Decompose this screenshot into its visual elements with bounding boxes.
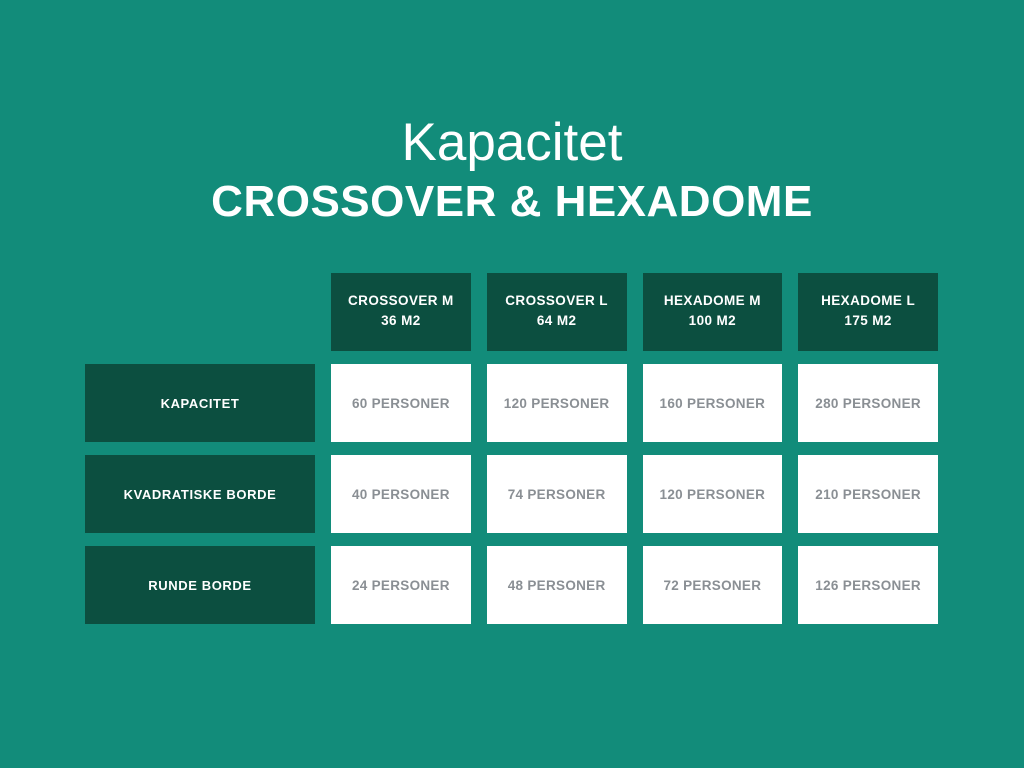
column-header-hexadome-l (798, 273, 938, 351)
column-header-crossover-l (487, 273, 627, 351)
column-header-name: CROSSOVER L (505, 293, 608, 308)
cell-runde-borde-hexadome-m: 72 PERSONER (643, 546, 783, 624)
cell-kvadratiske-borde-hexadome-l: 210 PERSONER (798, 455, 938, 533)
title-line-2: CROSSOVER & HEXADOME (211, 177, 813, 226)
column-header-name: HEXADOME M (663, 293, 761, 308)
table-header-row (85, 273, 938, 351)
column-header-name: CROSSOVER M (348, 293, 454, 308)
page-title (0, 112, 1024, 230)
row-label-runde-borde: RUNDE BORDE (85, 546, 315, 624)
cell-kvadratiske-borde-crossover-l: 74 PERSONER (487, 455, 627, 533)
row-label-kvadratiske-borde: KVADRATISKE BORDE (85, 455, 315, 533)
column-header-area: 36 M2 (381, 313, 421, 328)
column-header-area: 100 M2 (688, 313, 737, 328)
column-header-area: 64 M2 (536, 313, 577, 328)
title-line-1: Kapacitet (401, 113, 623, 172)
cell-kapacitet-hexadome-m: 160 PERSONER (643, 364, 783, 442)
cell-kvadratiske-borde-hexadome-m: 120 PERSONER (643, 455, 783, 533)
cell-kapacitet-hexadome-l: 280 PERSONER (798, 364, 938, 442)
cell-runde-borde-hexadome-l: 126 PERSONER (798, 546, 938, 624)
table-corner-spacer (85, 273, 315, 351)
table-row (85, 364, 938, 442)
column-header-area: 175 M2 (844, 313, 892, 328)
cell-kapacitet-crossover-l: 120 PERSONER (487, 364, 627, 442)
column-header-crossover-m (331, 273, 471, 351)
column-header-hexadome-m (643, 273, 783, 351)
capacity-table (85, 273, 938, 624)
table-row (85, 455, 938, 533)
row-label-kapacitet: KAPACITET (85, 364, 315, 442)
table-row (85, 546, 938, 624)
cell-runde-borde-crossover-m: 24 PERSONER (331, 546, 471, 624)
cell-kapacitet-crossover-m: 60 PERSONER (331, 364, 471, 442)
cell-kvadratiske-borde-crossover-m: 40 PERSONER (331, 455, 471, 533)
column-header-name: HEXADOME L (821, 293, 916, 308)
cell-runde-borde-crossover-l: 48 PERSONER (487, 546, 627, 624)
